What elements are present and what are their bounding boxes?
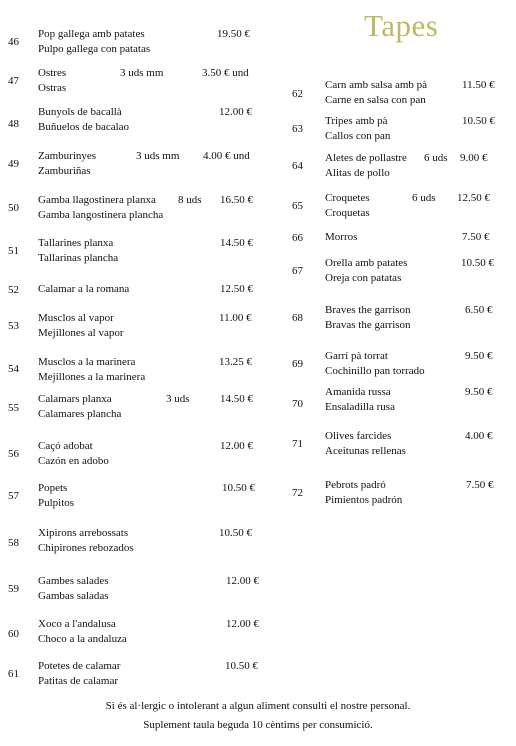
- item-quantity: 3 uds: [166, 393, 190, 405]
- item-price: 12.00 €: [226, 575, 259, 587]
- item-name-spanish: Bravas the garrison: [325, 319, 411, 331]
- item-number: 72: [292, 487, 303, 499]
- item-number: 70: [292, 398, 303, 410]
- item-name-spanish: Cazón en adobo: [38, 455, 109, 467]
- item-price: 7.50 €: [462, 231, 490, 243]
- item-number: 56: [8, 448, 19, 460]
- item-price: 11.50 €: [462, 79, 495, 91]
- item-name-catalan: Xoco a l'andalusa: [38, 618, 116, 630]
- item-name-catalan: Ostres: [38, 67, 67, 79]
- item-number: 52: [8, 284, 19, 296]
- item-name-catalan: Gamba llagostinera planxa: [38, 194, 156, 206]
- item-number: 48: [8, 118, 19, 130]
- item-name-spanish: Mejillones a la marinera: [38, 371, 146, 383]
- item-number: 54: [8, 363, 19, 375]
- item-name-spanish: Zamburiñas: [38, 165, 91, 177]
- item-number: 55: [8, 402, 19, 414]
- item-name-catalan: Zamburinyes: [38, 150, 97, 162]
- item-price: 14.50 €: [220, 393, 253, 405]
- item-name-spanish: Choco a la andaluza: [38, 633, 127, 645]
- item-price: 19.50 €: [217, 28, 250, 40]
- item-name-spanish: Aceitunas rellenas: [325, 445, 406, 457]
- item-price: 10.50 €: [461, 257, 494, 269]
- footer-notes: [0, 697, 516, 735]
- item-price: 12.50 €: [457, 192, 490, 204]
- item-number: 53: [8, 320, 19, 332]
- item-price: 3.50 € und: [202, 67, 249, 79]
- item-price: 10.50 €: [462, 115, 495, 127]
- item-name-spanish: Alitas de pollo: [325, 167, 390, 179]
- item-name-spanish: Patitas de calamar: [38, 675, 119, 687]
- item-name-spanish: Gambas saladas: [38, 590, 109, 602]
- item-number: 59: [8, 583, 19, 595]
- item-name-catalan: Bunyols de bacallà: [38, 106, 122, 118]
- item-name-catalan: Pebrots padró: [325, 479, 386, 491]
- item-price: 7.50 €: [466, 479, 494, 491]
- item-number: 58: [8, 537, 19, 549]
- item-number: 61: [8, 668, 19, 680]
- item-name-spanish: Carne en salsa con pan: [325, 94, 426, 106]
- item-number: 62: [292, 88, 303, 100]
- item-name-catalan: Musclos al vapor: [38, 312, 114, 324]
- item-price: 9.50 €: [465, 386, 493, 398]
- item-name-spanish: Tallarinas plancha: [38, 252, 119, 264]
- item-name-spanish: Oreja con patatas: [325, 272, 402, 284]
- item-name-catalan: Tripes amb pà: [325, 115, 388, 127]
- item-number: 50: [8, 202, 19, 214]
- item-name-catalan: Olives farcides: [325, 430, 392, 442]
- item-price: 4.00 € und: [203, 150, 250, 162]
- item-price: 9.50 €: [465, 350, 493, 362]
- allergy-notice: Si és al·lergic o intolerant a algun aliment consulti el nostre personal.: [105, 700, 411, 712]
- item-number: 51: [8, 245, 19, 257]
- item-number: 49: [8, 158, 19, 170]
- item-quantity: 6 uds: [424, 152, 448, 164]
- item-name-catalan: Tallarines planxa: [38, 237, 114, 249]
- item-name-catalan: Braves the garrison: [325, 304, 411, 316]
- item-price: 12.50 €: [220, 283, 253, 295]
- item-number: 46: [8, 36, 19, 48]
- item-name-catalan: Pop gallega amb patates: [38, 28, 145, 40]
- item-name-spanish: Ostras: [38, 82, 67, 94]
- item-name-catalan: Aletes de pollastre: [325, 152, 407, 164]
- item-name-catalan: Orella amb patates: [325, 257, 408, 269]
- item-name-spanish: Mejillones al vapor: [38, 327, 124, 339]
- item-name-spanish: Pulpitos: [38, 497, 75, 509]
- item-price: 16.50 €: [220, 194, 253, 206]
- item-name-spanish: Chipirones rebozados: [38, 542, 134, 554]
- item-name-catalan: Musclos a la marinera: [38, 356, 136, 368]
- item-name-catalan: Calamars planxa: [38, 393, 112, 405]
- item-name-catalan: Croquetes: [325, 192, 370, 204]
- item-number: 60: [8, 628, 19, 640]
- item-price: 6.50 €: [465, 304, 493, 316]
- item-name-spanish: Ensaladilla rusa: [325, 401, 395, 413]
- item-number: 71: [292, 438, 303, 450]
- item-quantity: 8 uds: [178, 194, 202, 206]
- item-price: 14.50 €: [220, 237, 253, 249]
- item-price: 10.50 €: [225, 660, 258, 672]
- item-number: 68: [292, 312, 303, 324]
- item-name-catalan: Amanida russa: [325, 386, 391, 398]
- item-number: 64: [292, 160, 303, 172]
- item-name-spanish: Pimientos padrón: [325, 494, 403, 506]
- item-price: 10.50 €: [222, 482, 255, 494]
- item-price: 4.00 €: [465, 430, 493, 442]
- item-number: 57: [8, 490, 19, 502]
- item-number: 65: [292, 200, 303, 212]
- item-price: 13.25 €: [219, 356, 252, 368]
- item-number: 63: [292, 123, 303, 135]
- item-name-spanish: Buñuelos de bacalao: [38, 121, 130, 133]
- item-name-catalan: Morros: [325, 231, 358, 243]
- table-supplement-notice: Suplement taula beguda 10 cèntims per consumició.: [143, 719, 373, 731]
- item-price: 12.00 €: [226, 618, 259, 630]
- item-price: 12.00 €: [220, 440, 253, 452]
- item-name-spanish: Gamba langostinera plancha: [38, 209, 164, 221]
- item-name-spanish: Pulpo gallega con patatas: [38, 43, 151, 55]
- item-number: 66: [292, 232, 303, 244]
- item-name-catalan: Caçó adobat: [38, 440, 93, 452]
- item-quantity: 6 uds: [412, 192, 436, 204]
- item-price: 11.00 €: [219, 312, 252, 324]
- item-quantity: 3 uds mm: [136, 150, 180, 162]
- item-name-catalan: Carn amb salsa amb pà: [325, 79, 428, 91]
- item-number: 69: [292, 358, 303, 370]
- item-price: 12.00 €: [219, 106, 252, 118]
- item-quantity: 3 uds mm: [120, 67, 164, 79]
- item-number: 47: [8, 75, 19, 87]
- page-title: Tapes: [364, 8, 439, 43]
- item-name-spanish: Callos con pan: [325, 130, 391, 142]
- item-name-catalan: Potetes de calamar: [38, 660, 121, 672]
- item-name-catalan: Gambes salades: [38, 575, 109, 587]
- item-name-spanish: Croquetas: [325, 207, 370, 219]
- item-name-catalan: Calamar a la romana: [38, 283, 130, 295]
- item-name-catalan: Xipirons arrebossats: [38, 527, 129, 539]
- item-name-catalan: Popets: [38, 482, 68, 494]
- item-name-catalan: Garrí pà torrat: [325, 350, 388, 362]
- item-price: 10.50 €: [219, 527, 252, 539]
- item-name-spanish: Calamares plancha: [38, 408, 122, 420]
- item-number: 67: [292, 265, 303, 277]
- item-name-spanish: Cochinillo pan torrado: [325, 365, 425, 377]
- item-price: 9.00 €: [460, 152, 488, 164]
